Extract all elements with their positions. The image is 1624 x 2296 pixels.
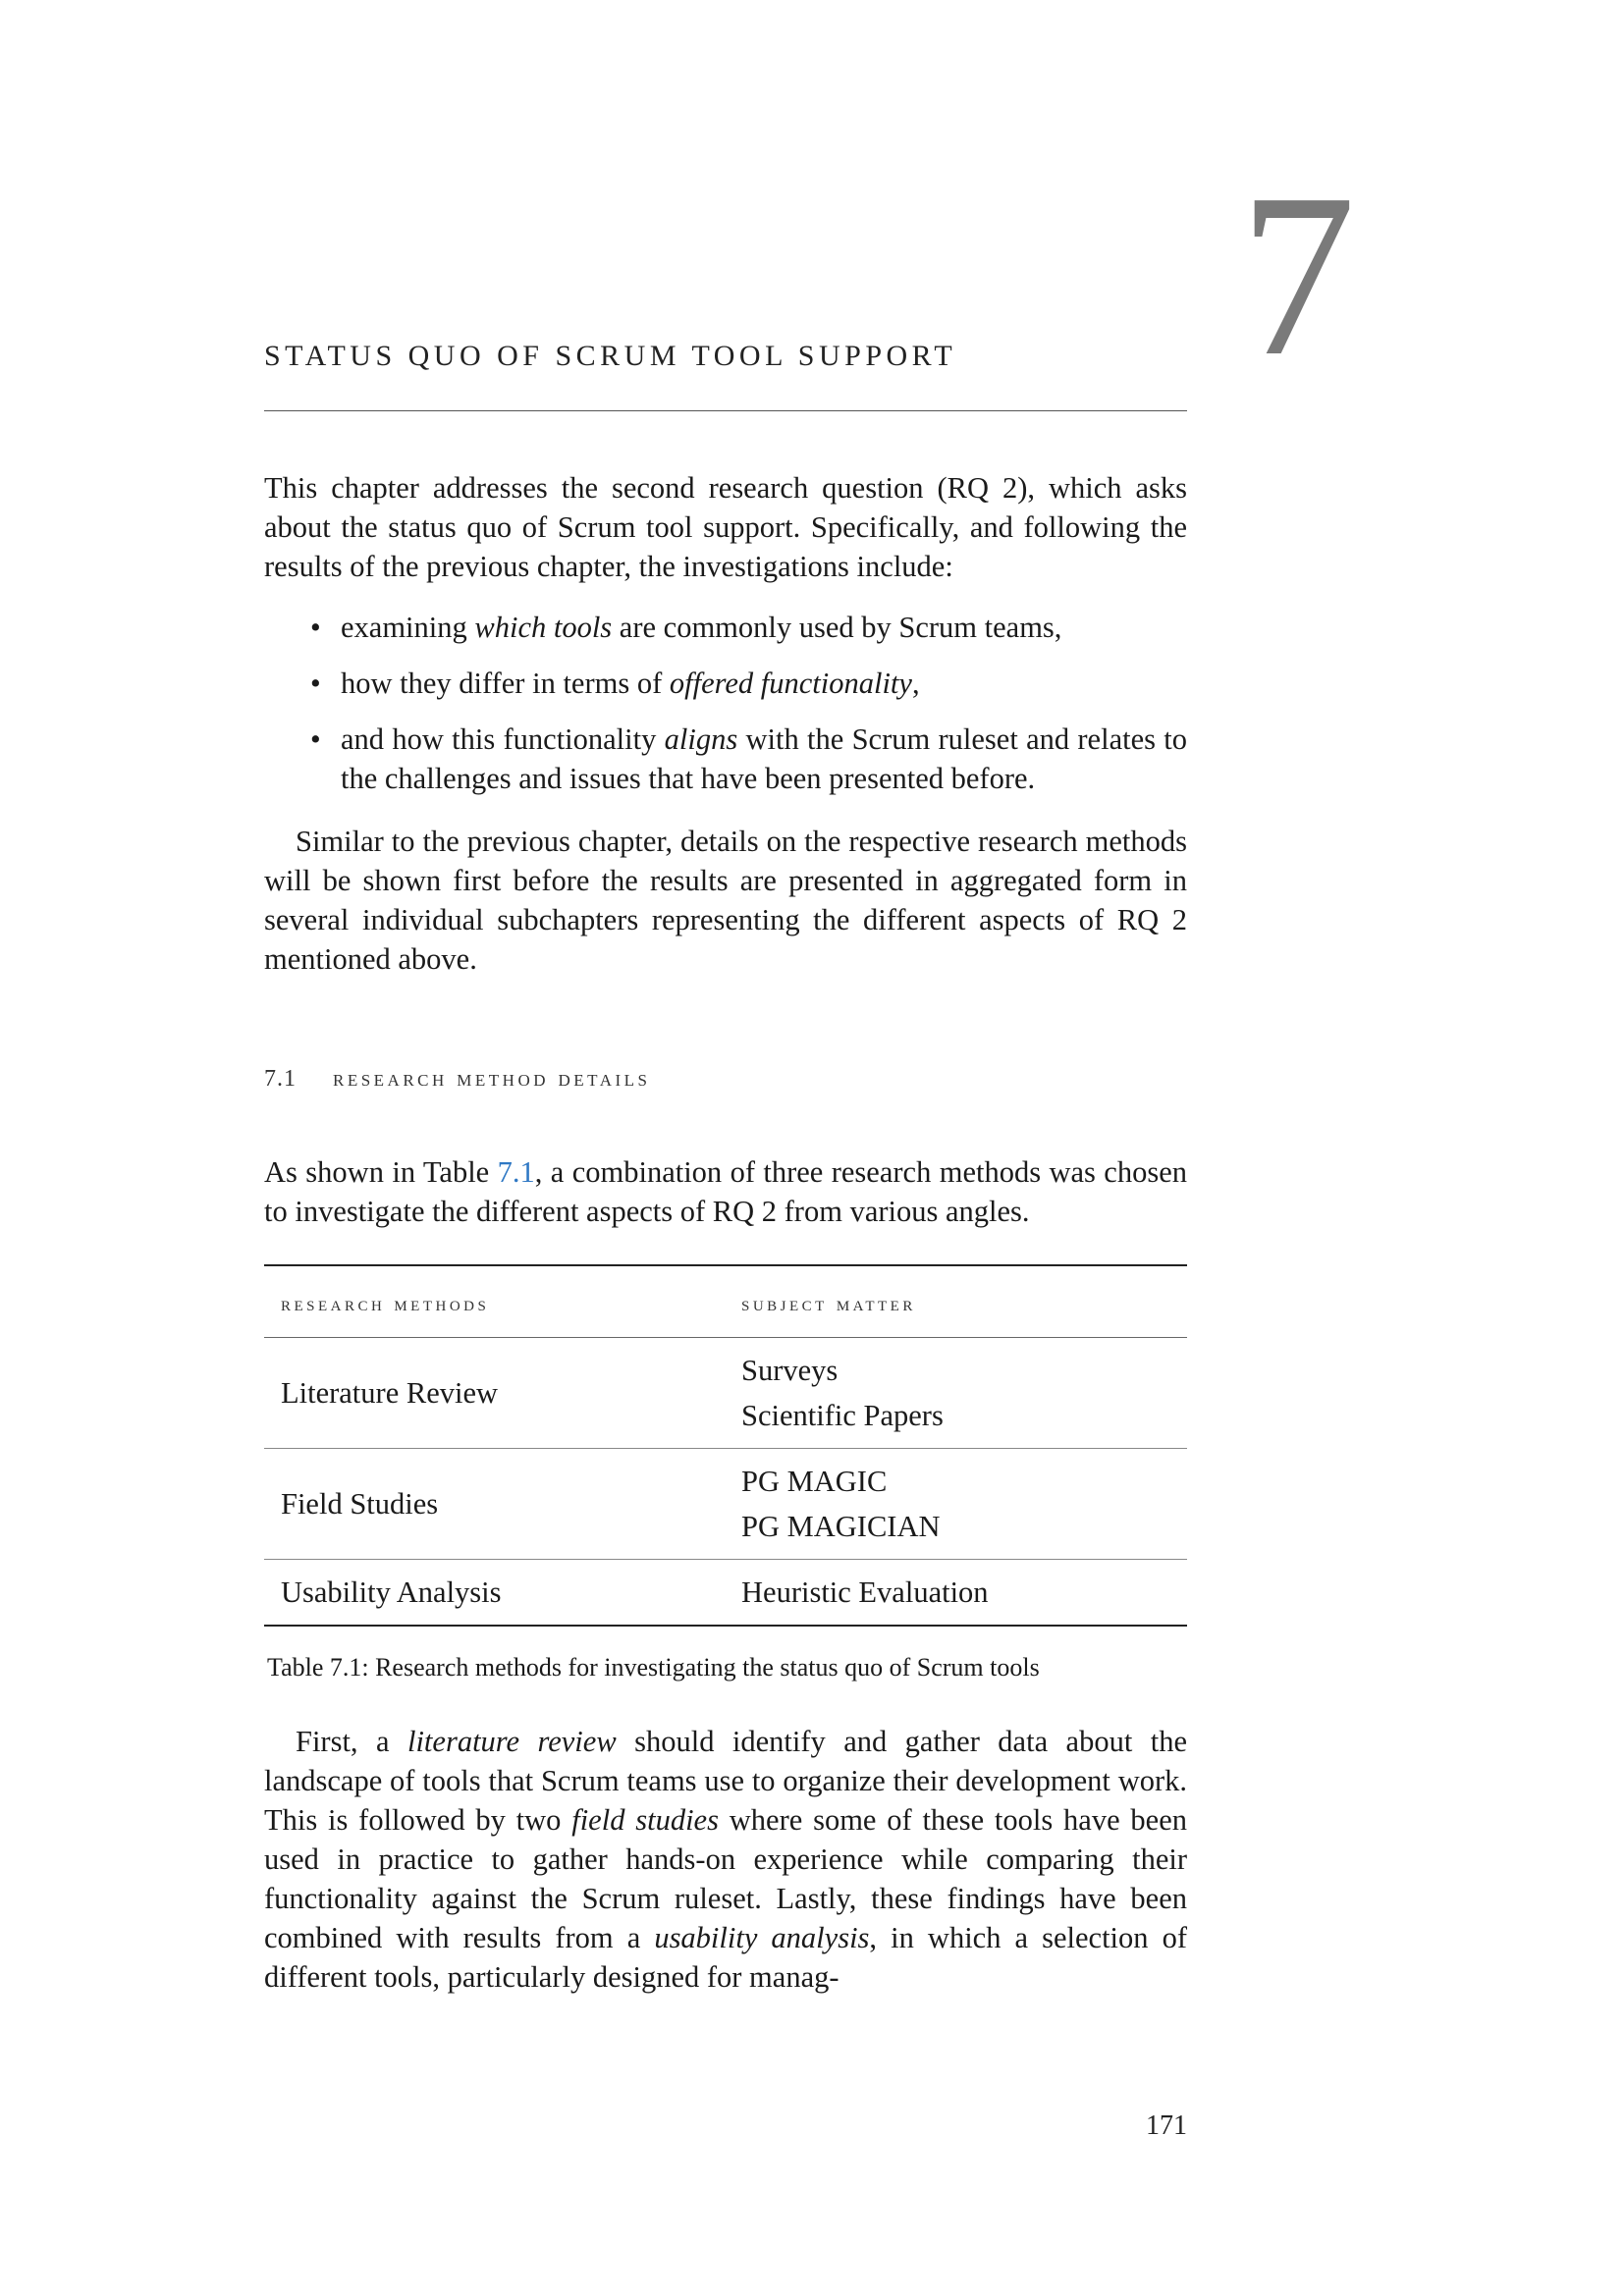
research-methods-table xyxy=(264,1264,1187,1627)
subject-cell: Surveys Scientific Papers xyxy=(741,1354,944,1432)
section-paragraph: As shown in Table 7.1, a combination of three research methods was chosen to investigate the different aspects of RQ 2 from various angles. xyxy=(264,1155,1188,1228)
emphasis: which tools xyxy=(474,611,613,644)
table-row xyxy=(264,1449,1187,1560)
subject-cell: Heuristic Evaluation xyxy=(741,1575,989,1609)
section-number: 7.1 xyxy=(264,1066,297,1092)
emphasis: literature review xyxy=(406,1725,617,1758)
method-cell: Literature Review xyxy=(281,1376,499,1410)
investigation-list xyxy=(264,608,1187,798)
list-item: • and how this functionality aligns with the Scrum ruleset and relates to the challenges and issues that have been presented before. xyxy=(264,720,1187,798)
list-item: • examining which tools are commonly used by Scrum teams, xyxy=(264,608,1187,647)
bullet-icon: • xyxy=(310,667,321,700)
closing-paragraph: First, a literature review should identify and gather data about the landscape of tools that Scrum teams use to organize their development work. This is followed by two field studies where some of these tools have been used in practice to gather hands-on experience while comparing their functionality against the Scrum ruleset. Lastly, these findings have been combined with results from a usability analysis, in which a selection of different tools, particularly designed for manag- xyxy=(264,1725,1188,1994)
column-header-subject: subject matter xyxy=(741,1291,916,1315)
chapter-title-rule xyxy=(264,410,1187,411)
table-caption: Table 7.1: Research methods for investigating the status quo of Scrum tools xyxy=(267,1653,1040,1682)
table-reference-link[interactable]: 7.1 xyxy=(497,1155,535,1189)
subject-cell: PG MAGIC PG MAGICIAN xyxy=(741,1465,941,1543)
intro-paragraph-2: Similar to the previous chapter, details on the respective research methods will be shown first before the results are presented in aggregated form in several individual subchapters representing the different aspects of RQ 2 mentioned above. xyxy=(264,825,1187,976)
table-header-row xyxy=(264,1265,1187,1338)
page-number: 171 xyxy=(1146,2110,1187,2141)
table-row xyxy=(264,1560,1187,1627)
section-title: research method details xyxy=(333,1066,651,1092)
section-heading xyxy=(264,1059,1187,1098)
chapter-number: 7 xyxy=(1239,146,1356,404)
method-cell: Field Studies xyxy=(281,1487,439,1521)
emphasis: aligns xyxy=(664,722,738,756)
emphasis: field studies xyxy=(571,1803,719,1837)
bullet-icon: • xyxy=(310,611,321,644)
method-cell: Usability Analysis xyxy=(281,1575,502,1609)
emphasis: usability analysis xyxy=(654,1921,870,1954)
column-header-methods: research methods xyxy=(281,1291,490,1315)
table-row xyxy=(264,1338,1187,1449)
list-item: • how they differ in terms of offered functionality, xyxy=(264,664,1187,703)
intro-paragraph: This chapter addresses the second research question (RQ 2), which asks about the status quo of Scrum tool support. Specifically, and following the results of the previous chapter, the investigations include: xyxy=(264,471,1187,583)
chapter-title: STATUS QUO OF SCRUM TOOL SUPPORT xyxy=(264,340,957,372)
bullet-icon: • xyxy=(310,722,321,756)
page-body xyxy=(264,468,1187,1997)
emphasis: offered functionality xyxy=(669,667,912,700)
